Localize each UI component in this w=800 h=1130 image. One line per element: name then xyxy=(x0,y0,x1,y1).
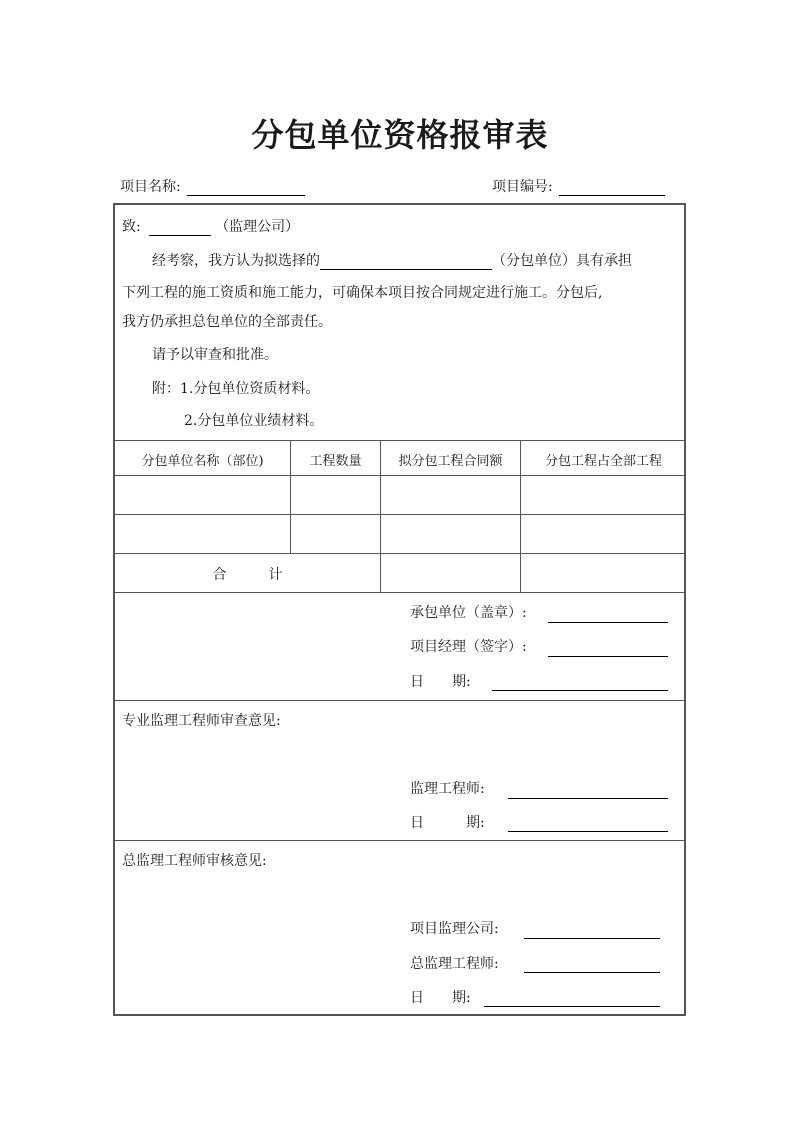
letter-line-3: 我方仍承担总包单位的全部责任。 xyxy=(122,314,332,330)
contractor-unit-label: 承包单位（盖章）: xyxy=(410,605,527,621)
contractor-unit-field[interactable] xyxy=(548,622,668,623)
supervisor-company-field[interactable] xyxy=(149,220,211,236)
project-no-label: 项目编号: xyxy=(492,179,553,195)
column-header-name: 分包单位名称（部位) xyxy=(141,454,264,469)
chief-date-label: 日 期: xyxy=(410,990,471,1006)
project-manager-label: 项目经理（签字）: xyxy=(410,639,527,655)
attachment-1: 附：1.分包单位资质材料。 xyxy=(152,381,320,397)
chief-heading: 总监理工程师审核意见: xyxy=(122,853,267,869)
addressee-suffix: （监理公司） xyxy=(215,219,300,235)
addressee-line xyxy=(122,218,299,236)
subcontractor-field[interactable] xyxy=(320,254,492,270)
chief-date-field[interactable] xyxy=(484,1006,660,1007)
contractor-date-field[interactable] xyxy=(492,690,668,691)
project-name-label: 项目名称: xyxy=(120,179,181,195)
letter-line-1 xyxy=(152,252,632,270)
supervising-engineer-field[interactable] xyxy=(508,798,668,799)
contractor-date-label: 日 期: xyxy=(410,674,471,690)
column-header-amount: 拟分包工程合同额 xyxy=(398,454,503,469)
project-name-field[interactable] xyxy=(187,179,305,196)
section-divider xyxy=(113,700,686,701)
column-header-quantity: 工程数量 xyxy=(309,454,362,469)
specialist-heading: 专业监理工程师审查意见: xyxy=(122,713,281,729)
request-text: 请予以审查和批准。 xyxy=(152,347,278,363)
table-top-border xyxy=(113,440,686,441)
addressee-prefix: 致: xyxy=(122,219,141,235)
specialist-date-label: 日 期: xyxy=(410,815,485,831)
total-label: 合 计 xyxy=(212,567,283,583)
table-bottom-border xyxy=(113,592,686,593)
column-header-ratio: 分包工程占全部工程 xyxy=(544,454,662,469)
project-no-field[interactable] xyxy=(559,179,665,196)
supervising-engineer-label: 监理工程师: xyxy=(410,781,485,797)
table-row-border xyxy=(113,514,686,515)
chief-engineer-field[interactable] xyxy=(524,972,660,973)
section-divider xyxy=(113,840,686,841)
supervision-company-field[interactable] xyxy=(524,938,660,939)
project-no-row xyxy=(492,176,665,196)
table-header-border xyxy=(113,475,686,476)
page-title: 分包单位资格报审表 xyxy=(251,116,549,154)
supervision-company-label: 项目监理公司: xyxy=(410,921,499,937)
specialist-date-field[interactable] xyxy=(508,831,668,832)
letter-line1-prefix: 经考察，我方认为拟选择的 xyxy=(152,253,320,269)
project-name-row xyxy=(120,176,305,196)
project-manager-field[interactable] xyxy=(548,656,668,657)
letter-line-2: 下列工程的施工资质和施工能力，可确保本项目按合同规定进行施工。分包后, xyxy=(122,285,603,301)
table-row-border xyxy=(113,553,686,554)
letter-line1-suffix: （分包单位）具有承担 xyxy=(492,253,632,269)
attachment-2: 2.分包单位业绩材料。 xyxy=(184,413,324,429)
chief-engineer-label: 总监理工程师: xyxy=(410,956,499,972)
